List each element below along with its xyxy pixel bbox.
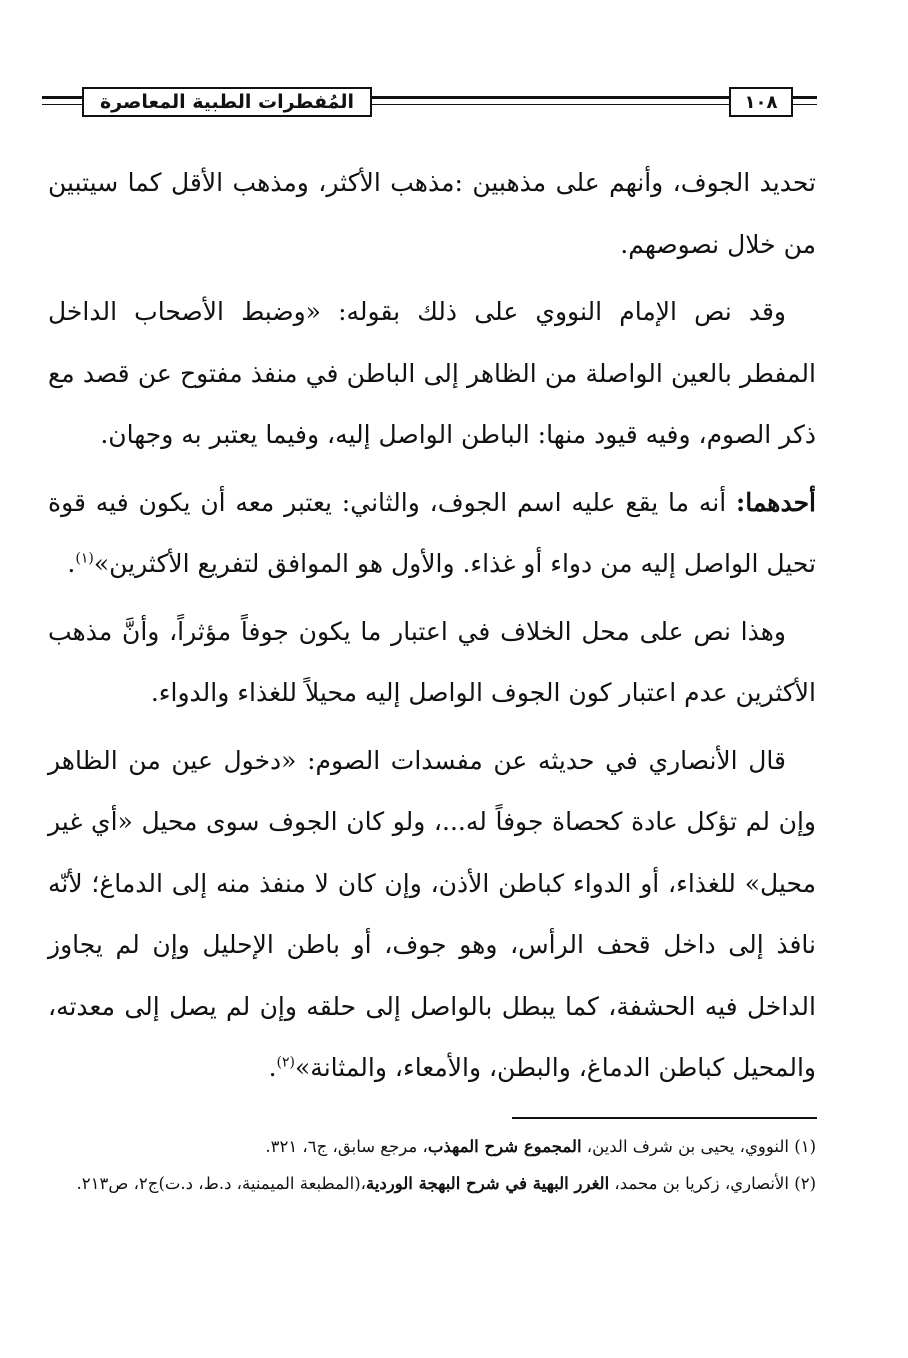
paragraph-4: وهذا نص على محل الخلاف في اعتبار ما يكون جوفاً مؤثراً، وأنَّ مذهب الأكثرين عدم اعتبار كون الجوف الواصل إليه محيلاً للغذاء والدواء.: [48, 616, 816, 707]
footnote-1-details: ، مرجع سابق، ج٦، ٣٢١.: [265, 1137, 428, 1156]
footnote-1: [48, 1128, 816, 1165]
footnote-2-details: ،(المطبعة الميمنية، د.ط، د.ت)ج٢، ص٢١٣.: [76, 1174, 366, 1193]
paragraph-3: [48, 472, 816, 595]
paragraph-2: وقد نص الإمام النووي على ذلك بقوله: «وضبط الأصحاب الداخل المفطر بالعين الواصلة من الظاهر إلى الباطن في منفذ مفتوح عن قصد مع ذكر الصوم، وفيه قيود منها: الباطن الواصل إليه، وفيما يعتبر به وجهان.: [48, 297, 816, 449]
running-header: [42, 86, 817, 118]
paragraph-3-lead: أحدهما:: [735, 487, 816, 517]
main-text: [48, 152, 816, 1105]
header-rule-right: [793, 96, 817, 99]
paragraph-5: [48, 730, 816, 1099]
footnote-separator: [512, 1117, 817, 1119]
footnotes: [48, 1128, 816, 1202]
header-title: المُفطرات الطبية المعاصرة: [82, 87, 372, 117]
paragraph-1: تحديد الجوف، وأنهم على مذهبين :مذهب الأكثر، ومذهب الأقل كما سيتبين من خلال نصوصهم.: [48, 168, 816, 259]
footnote-1-author: (١) النووي، يحيى بن شرف الدين،: [581, 1137, 816, 1156]
page-number: ١٠٨: [729, 87, 793, 117]
footnote-ref-2[interactable]: (٢): [276, 1054, 296, 1071]
header-rule-right-thin: [793, 104, 817, 105]
header-rule-left-thin: [42, 104, 82, 105]
footnote-1-title: المجموع شرح المهذب: [427, 1137, 582, 1156]
footnote-2-title: الغرر البهية في شرح البهجة الوردية: [365, 1174, 610, 1193]
paragraph-3-end: .: [67, 549, 76, 578]
header-rule-middle: [372, 96, 729, 99]
footnote-2-author: (٢) الأنصاري، زكريا بن محمد،: [609, 1174, 816, 1193]
footnote-ref-1[interactable]: (١): [75, 550, 94, 567]
paragraph-3-text: أنه ما يقع عليه اسم الجوف، والثاني: يعتبر معه أن يكون فيه قوة تحيل الواصل إليه من دواء أو غذاء. والأول هو الموافق لتفريع الأكثرين»: [48, 487, 816, 578]
paragraph-5-end: .: [268, 1053, 277, 1082]
header-rule-left: [42, 96, 82, 99]
header-rule-middle-thin: [372, 104, 729, 105]
paragraph-5-text: قال الأنصاري في حديثه عن مفسدات الصوم: «دخول عين من الظاهر وإن لم تؤكل عادة كحصاة جوفاً له...، ولو كان الجوف سوى محيل «أي غير محيل» للغذاء، أو الدواء كباطن الأذن، وإن كان لا منفذ منه إلى الدماغ؛ لأنّه نافذ إلى داخل قحف الرأس، وهو جوف، أو باطن الإحليل وإن لم يجاوز الداخل فيه الحشفة، كما يبطل بالواصل إلى حلقه وإن لم يصل إلى معدته، والمحيل كباطن الدماغ، والبطن، والأمعاء، والمثانة»: [48, 745, 816, 1082]
footnote-2: [48, 1165, 816, 1202]
